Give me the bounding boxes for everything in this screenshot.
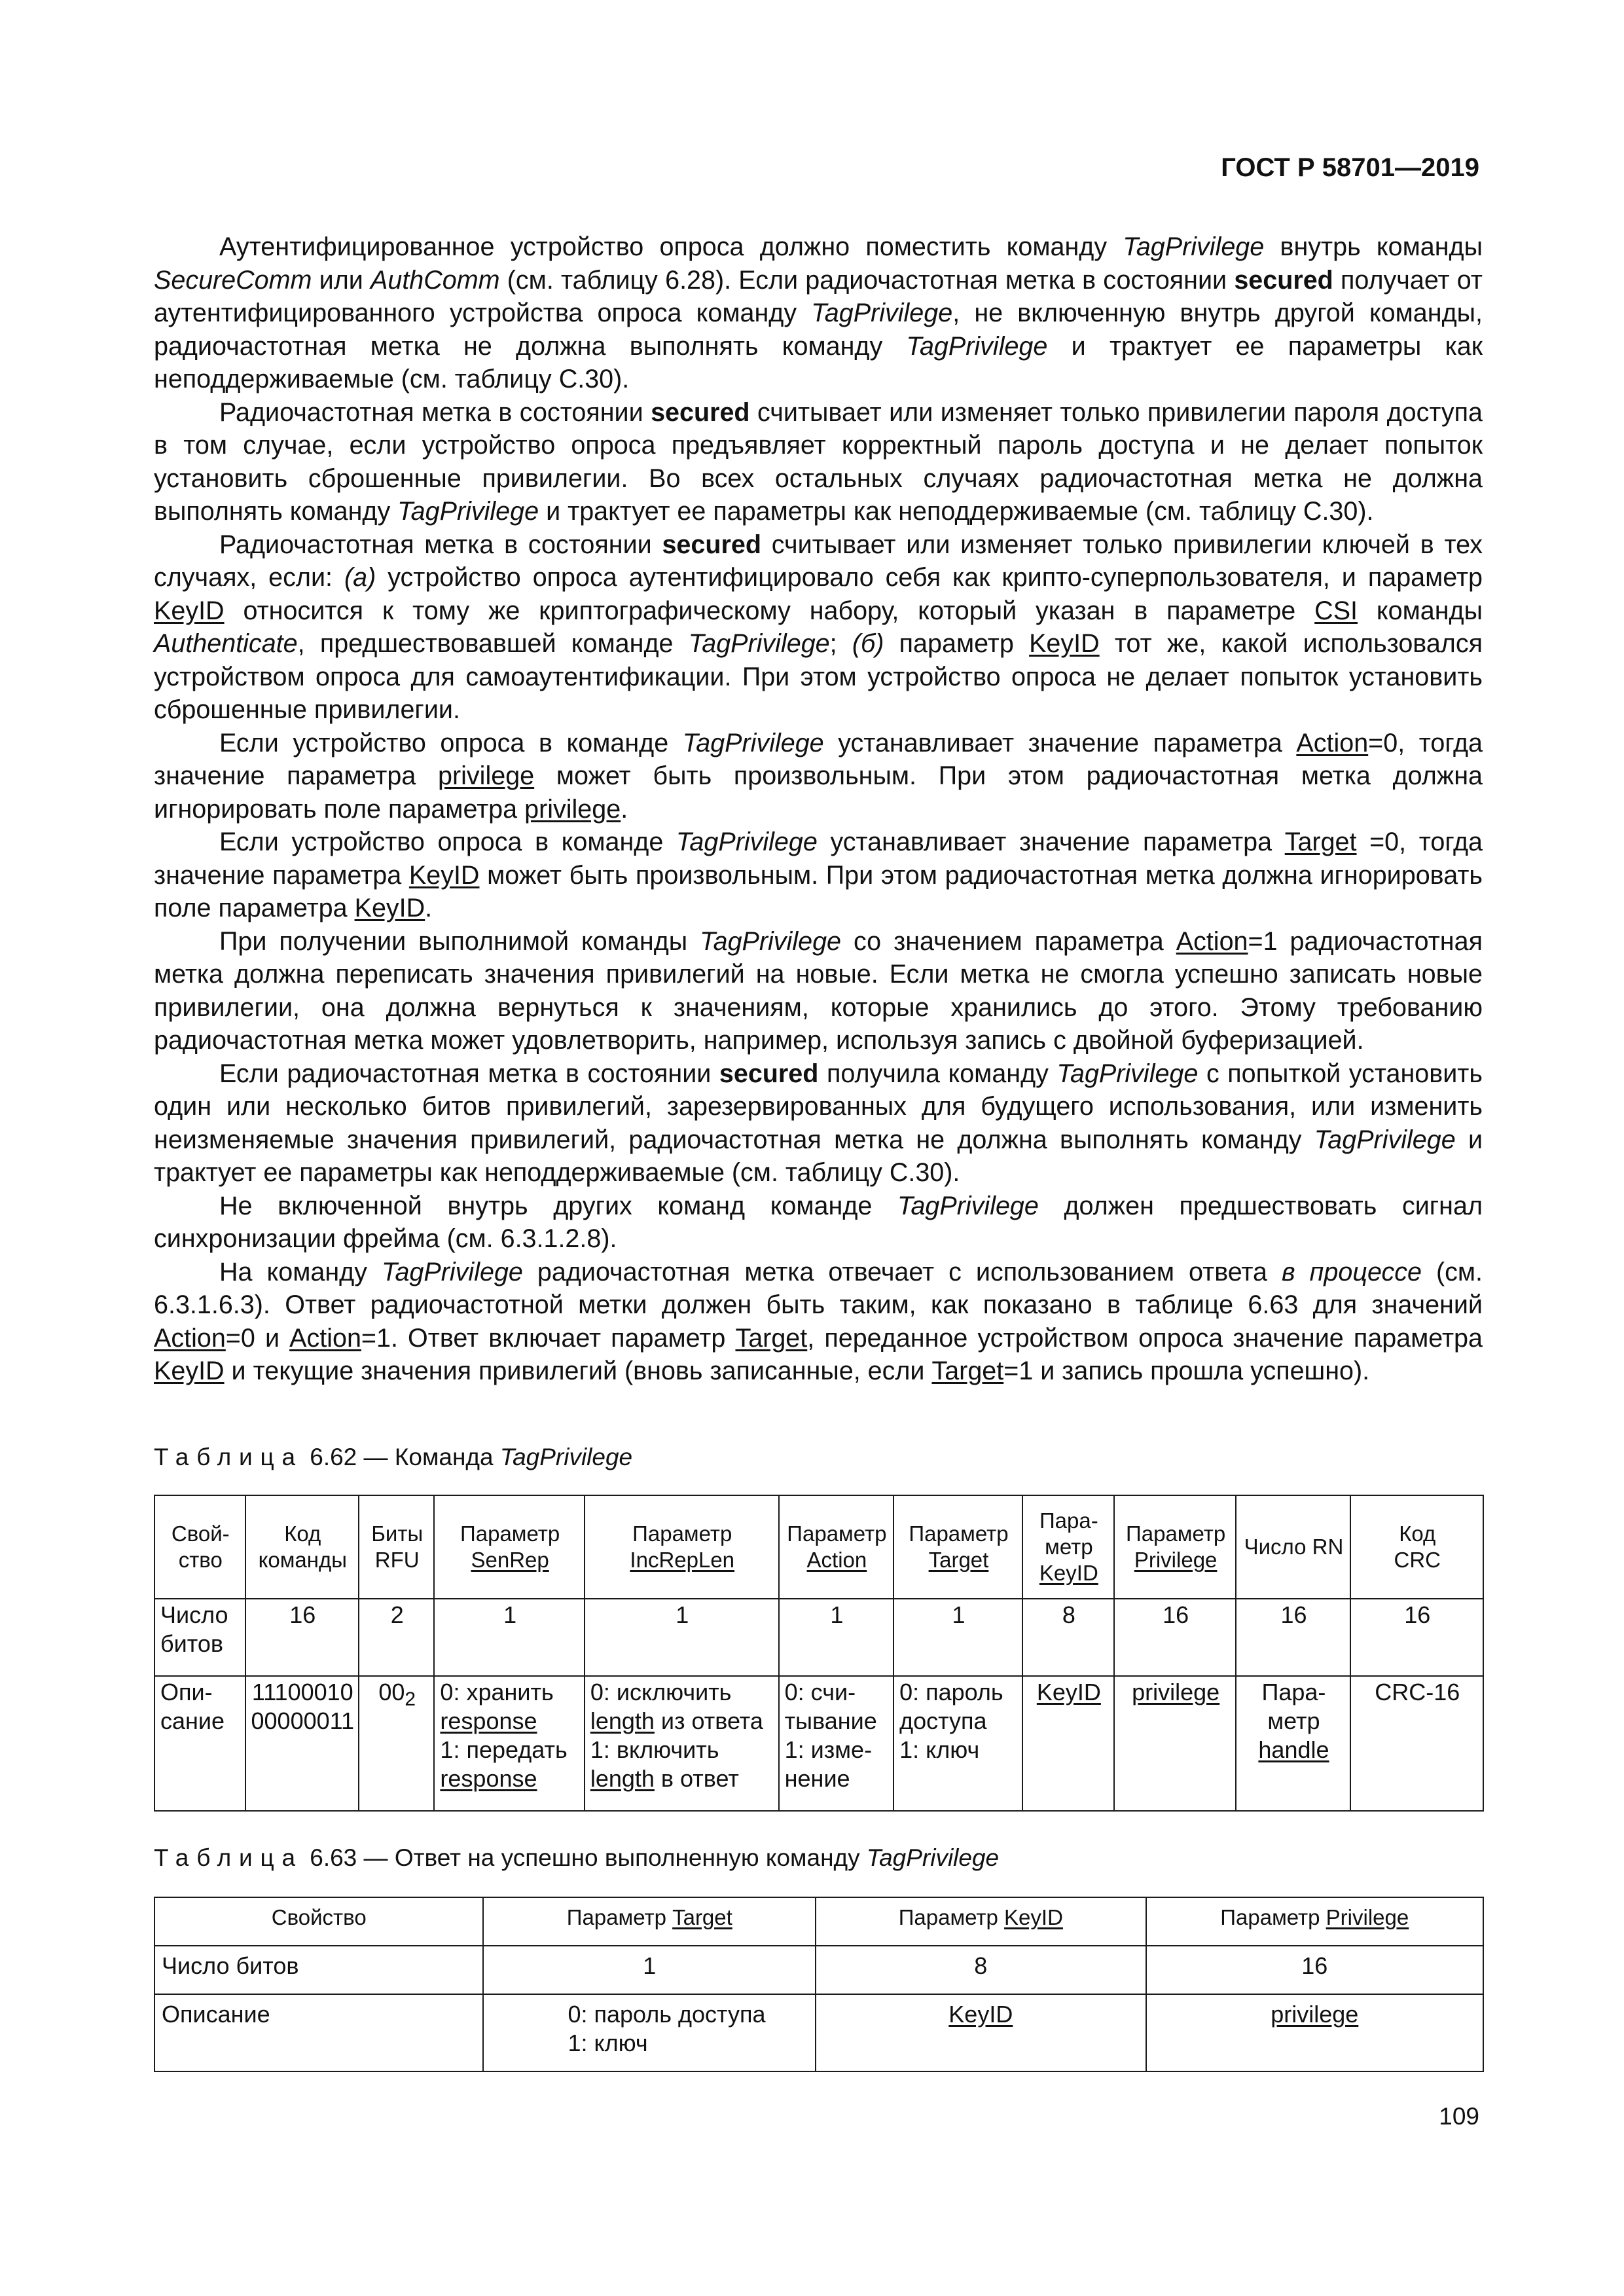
row-label: Число битов — [154, 1599, 245, 1676]
table-cell: 2 — [359, 1599, 434, 1676]
table-cell: 8 — [1022, 1599, 1114, 1676]
header-cell: Биты RFU — [359, 1495, 434, 1599]
table-header-row — [154, 1495, 1483, 1599]
table-row — [154, 1599, 1483, 1676]
table-cell: 1 — [893, 1599, 1022, 1676]
paragraph: Если радиочастотная метка в состоянии secured получила команду TagPrivilege с попыткой установить один или несколько битов привилегий, зарезервированных для будущего использования, или изменить неизменяемые значения привилегий, радиочастотная метка не должна выполнять команду TagPrivilege и трактует ее параметры как неподдерживаемые (см. таблицу С.30). — [154, 1059, 1483, 1187]
table-cell: KeyID — [816, 1994, 1146, 2071]
table-cell: 1 — [779, 1599, 893, 1676]
row-label: Описание — [154, 1994, 483, 2071]
paragraph: Если устройство опроса в команде TagPrivilege устанавливает значение параметра Action=0, тогда значение параметра privilege может быть произвольным. При этом радиочастотная метка должна игнорировать поле параметра privilege. — [154, 728, 1483, 824]
header-cell: Код команды — [245, 1495, 359, 1599]
table-cell: 16 — [1146, 1946, 1483, 1994]
table-cell: 1 — [483, 1946, 816, 1994]
header-cell: Число RN — [1236, 1495, 1350, 1599]
header-cell: Пара- метр KeyID — [1022, 1495, 1114, 1599]
table-cell: 16 — [1114, 1599, 1236, 1676]
paragraph: Радиочастотная метка в состоянии secured считывает или изменяет только привилегии пароля доступа в том случае, если устройство опроса предъявляет корректный пароль доступа и не делает попыток установить сброшенные привилегии. Во всех остальных случаях радиочастотная метка не должна выполнять команду TagPrivilege и трактует ее параметры как неподдерживаемые (см. таблицу С.30). — [154, 397, 1483, 526]
header-cell: Параметр Action — [779, 1495, 893, 1599]
paragraph: На команду TagPrivilege радиочастотная метка отвечает с использованием ответа в процессе (см. 6.3.1.6.3). Ответ радиочастотной метки должен быть таким, как показано в таблице 6.63 для значений Action=0 и Action=1. Ответ включает параметр Target, переданное устройством опроса значение параметра KeyID и текущие значения привилегий (вновь записанные, если Target=1 и запись прошла успешно). — [154, 1257, 1483, 1385]
table-cell: 16 — [1236, 1599, 1350, 1676]
table-cell: 0: исключить length из ответа 1: включить length в ответ — [585, 1676, 779, 1811]
table-cell: 16 — [245, 1599, 359, 1676]
table-cell: 1 — [585, 1599, 779, 1676]
table-header-row — [154, 1897, 1483, 1946]
page-number: 109 — [1439, 2103, 1479, 2130]
table-row — [154, 1676, 1483, 1811]
document-id: ГОСТ Р 58701—2019 — [1221, 153, 1479, 182]
paragraph: Не включенной внутрь других команд команде TagPrivilege должен предшествовать сигнал синхронизации фрейма (см. 6.3.1.2.8). — [154, 1191, 1483, 1253]
table-cell: CRC-16 — [1350, 1676, 1483, 1811]
table-cell: 0: хранить response 1: передать response — [434, 1676, 584, 1811]
header-cell: Свойство — [154, 1897, 483, 1946]
row-label: Число битов — [154, 1946, 483, 1994]
table-63-caption: Таблица 6.63 — Ответ на успешно выполненную команду TagPrivilege — [154, 1844, 1000, 1871]
header-cell: Параметр SenRep — [434, 1495, 584, 1599]
table-cell: 0: счи- тывание 1: изме- нение — [779, 1676, 893, 1811]
table-cell: 11100010 00000011 — [245, 1676, 359, 1811]
header-cell: Параметр Privilege — [1146, 1897, 1483, 1946]
table-cell: 16 — [1350, 1599, 1483, 1676]
row-label: Опи- сание — [154, 1676, 245, 1811]
table-cell: KeyID — [1022, 1676, 1114, 1811]
table-cell: 0: пароль доступа 1: ключ — [893, 1676, 1022, 1811]
header-cell: Параметр Target — [483, 1897, 816, 1946]
paragraph: При получении выполнимой команды TagPrivilege со значением параметра Action=1 радиочастотная метка должна переписать значения привилегий на новые. Если метка не смогла успешно записать новые привилегии, она должна вернуться к значениям, которые хранились до этого. Этому требованию радиочастотная метка может удовлетворить, например, используя запись с двойной буферизацией. — [154, 926, 1483, 1055]
paragraph: Аутентифицированное устройство опроса должно поместить команду TagPrivilege внутрь команды SecureComm или AuthComm (см. таблицу 6.28). Если радиочастотная метка в состоянии secured получает от аутентифицированного устройства опроса команду TagPrivilege, не включенную внутрь другой команды, радиочастотная метка не должна выполнять команду TagPrivilege и трактует ее параметры как неподдерживаемые (см. таблицу С.30). — [154, 232, 1483, 393]
paragraph: Если устройство опроса в команде TagPrivilege устанавливает значение параметра Target =0, тогда значение параметра KeyID может быть произвольным. При этом радиочастотная метка должна игнорировать поле параметра KeyID. — [154, 828, 1483, 922]
table-62-caption: Таблица 6.62 — Команда TagPrivilege — [154, 1444, 633, 1470]
table-row — [154, 1946, 1483, 1994]
table-cell: privilege — [1146, 1994, 1483, 2071]
table-row — [154, 1994, 1483, 2071]
table-cell: privilege — [1114, 1676, 1236, 1811]
table-63 — [154, 1897, 1484, 2072]
table-cell: $00_2$ — [359, 1676, 434, 1811]
body-text — [154, 230, 1483, 1388]
header-cell: Параметр KeyID — [816, 1897, 1146, 1946]
header-cell: Код CRC — [1350, 1495, 1483, 1599]
table-cell: 0: пароль доступа 1: ключ — [483, 1994, 816, 2071]
header-cell: Параметр Privilege — [1114, 1495, 1236, 1599]
table-cell: Пара- метр handle — [1236, 1676, 1350, 1811]
header-cell: Параметр IncRepLen — [585, 1495, 779, 1599]
table-cell: 1 — [434, 1599, 584, 1676]
header-cell: Параметр Target — [893, 1495, 1022, 1599]
paragraph: Радиочастотная метка в состоянии secured считывает или изменяет только привилегии ключей в тех случаях, если: (а) устройство опроса аутентифицировало себя как крипто-суперпользователя, и параметр KeyID относится к тому же криптографическому набору, который указан в параметре CSI команды Authenticate, предшествовавшей команде TagPrivilege; (б) параметр KeyID тот же, какой использовался устройством опроса для самоаутентификации. При этом устройство опроса не делает попыток установить сброшенные привилегии. — [154, 530, 1483, 724]
table-62 — [154, 1495, 1484, 1812]
header-cell: Свой- ство — [154, 1495, 245, 1599]
table-cell: 8 — [816, 1946, 1146, 1994]
